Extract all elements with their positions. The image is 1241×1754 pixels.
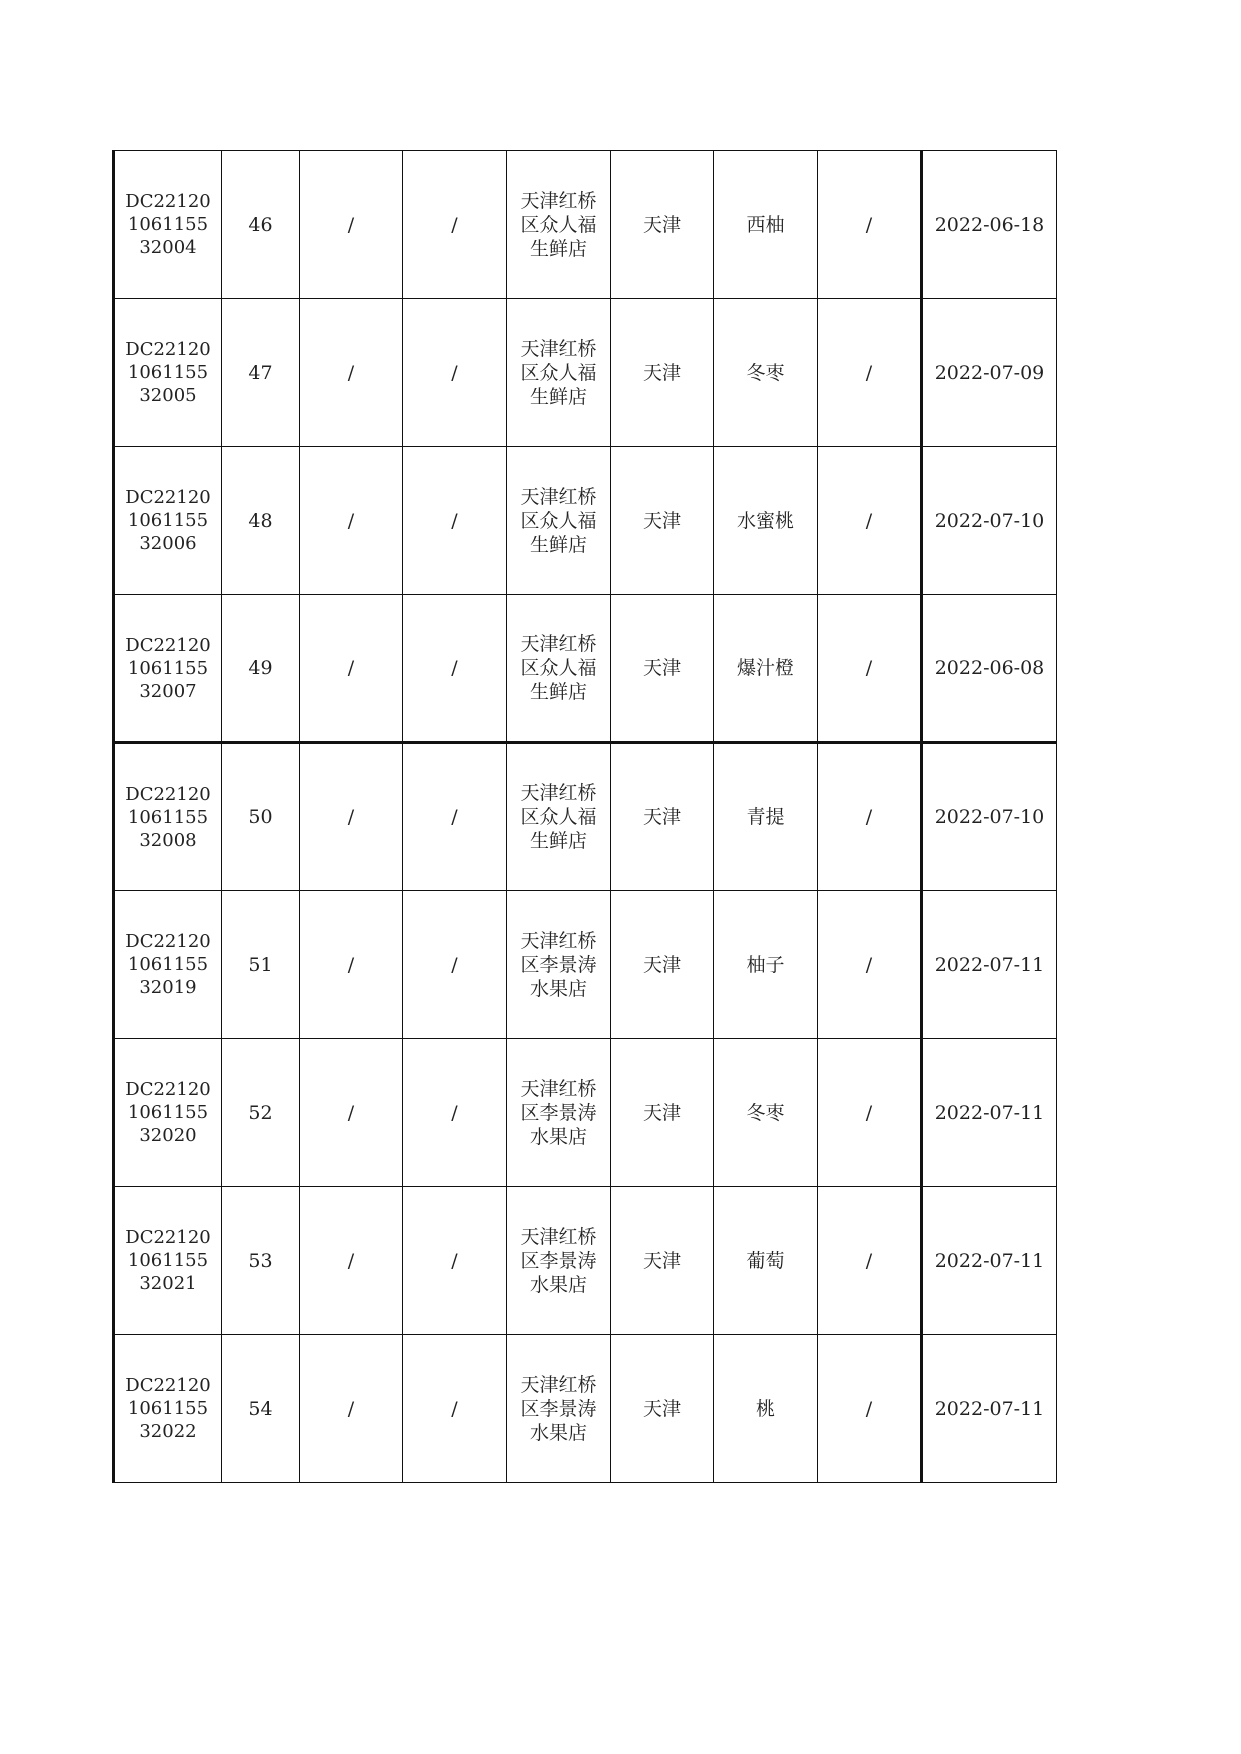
column-4-cell: /: [403, 891, 507, 1039]
column-4-cell: /: [403, 447, 507, 595]
serial-number-cell: 46: [222, 151, 300, 299]
store-name-cell: 天津红桥区李景涛水果店: [507, 891, 611, 1039]
product-name-cell: 冬枣: [714, 299, 818, 447]
region-cell: 天津: [611, 447, 714, 595]
store-name-cell: 天津红桥区李景涛水果店: [507, 1187, 611, 1335]
serial-number-cell: 50: [222, 743, 300, 891]
product-name-cell: 冬枣: [714, 1039, 818, 1187]
serial-number-cell: 48: [222, 447, 300, 595]
column-4-cell: /: [403, 151, 507, 299]
table-row: [114, 151, 1057, 299]
sample-code-cell: DC22120106115532020: [114, 1039, 222, 1187]
serial-number-cell: 47: [222, 299, 300, 447]
date-cell: 2022-07-11: [922, 1039, 1057, 1187]
column-4-cell: /: [403, 1187, 507, 1335]
product-name-cell: 爆汁橙: [714, 595, 818, 743]
table-row: [114, 447, 1057, 595]
region-cell: 天津: [611, 891, 714, 1039]
store-name-cell: 天津红桥区众人福生鲜店: [507, 743, 611, 891]
sample-code-cell: DC22120106115532019: [114, 891, 222, 1039]
column-3-cell: /: [300, 1335, 403, 1483]
date-cell: 2022-07-11: [922, 891, 1057, 1039]
product-name-cell: 青提: [714, 743, 818, 891]
column-8-cell: /: [818, 1187, 922, 1335]
column-8-cell: /: [818, 595, 922, 743]
region-cell: 天津: [611, 1335, 714, 1483]
product-name-cell: 葡萄: [714, 1187, 818, 1335]
region-cell: 天津: [611, 1187, 714, 1335]
product-name-cell: 柚子: [714, 891, 818, 1039]
table-row: [114, 1335, 1057, 1483]
store-name-cell: 天津红桥区李景涛水果店: [507, 1335, 611, 1483]
region-cell: 天津: [611, 151, 714, 299]
column-8-cell: /: [818, 299, 922, 447]
column-4-cell: /: [403, 299, 507, 447]
column-8-cell: /: [818, 1039, 922, 1187]
sample-code-cell: DC22120106115532022: [114, 1335, 222, 1483]
column-8-cell: /: [818, 891, 922, 1039]
sample-code-cell: DC22120106115532008: [114, 743, 222, 891]
column-8-cell: /: [818, 743, 922, 891]
table-row: [114, 299, 1057, 447]
date-cell: 2022-06-18: [922, 151, 1057, 299]
date-cell: 2022-07-11: [922, 1187, 1057, 1335]
column-3-cell: /: [300, 299, 403, 447]
sample-code-cell: DC22120106115532021: [114, 1187, 222, 1335]
date-cell: 2022-07-10: [922, 743, 1057, 891]
column-4-cell: /: [403, 595, 507, 743]
table-body: [114, 151, 1057, 1483]
table-row: [114, 743, 1057, 891]
store-name-cell: 天津红桥区李景涛水果店: [507, 1039, 611, 1187]
serial-number-cell: 54: [222, 1335, 300, 1483]
table-row: [114, 891, 1057, 1039]
table-row: [114, 1039, 1057, 1187]
store-name-cell: 天津红桥区众人福生鲜店: [507, 595, 611, 743]
region-cell: 天津: [611, 743, 714, 891]
region-cell: 天津: [611, 299, 714, 447]
date-cell: 2022-07-10: [922, 447, 1057, 595]
date-cell: 2022-07-09: [922, 299, 1057, 447]
column-3-cell: /: [300, 595, 403, 743]
date-cell: 2022-06-08: [922, 595, 1057, 743]
serial-number-cell: 51: [222, 891, 300, 1039]
product-name-cell: 西柚: [714, 151, 818, 299]
product-name-cell: 桃: [714, 1335, 818, 1483]
serial-number-cell: 52: [222, 1039, 300, 1187]
data-table: [112, 150, 1057, 1483]
serial-number-cell: 49: [222, 595, 300, 743]
sample-code-cell: DC22120106115532006: [114, 447, 222, 595]
table-row: [114, 1187, 1057, 1335]
sample-code-cell: DC22120106115532004: [114, 151, 222, 299]
serial-number-cell: 53: [222, 1187, 300, 1335]
product-name-cell: 水蜜桃: [714, 447, 818, 595]
column-3-cell: /: [300, 151, 403, 299]
store-name-cell: 天津红桥区众人福生鲜店: [507, 299, 611, 447]
column-3-cell: /: [300, 743, 403, 891]
region-cell: 天津: [611, 1039, 714, 1187]
column-8-cell: /: [818, 1335, 922, 1483]
column-8-cell: /: [818, 447, 922, 595]
date-cell: 2022-07-11: [922, 1335, 1057, 1483]
store-name-cell: 天津红桥区众人福生鲜店: [507, 151, 611, 299]
store-name-cell: 天津红桥区众人福生鲜店: [507, 447, 611, 595]
column-3-cell: /: [300, 1039, 403, 1187]
column-3-cell: /: [300, 447, 403, 595]
column-8-cell: /: [818, 151, 922, 299]
column-3-cell: /: [300, 891, 403, 1039]
sample-code-cell: DC22120106115532007: [114, 595, 222, 743]
column-4-cell: /: [403, 1039, 507, 1187]
column-4-cell: /: [403, 743, 507, 891]
table-row: [114, 595, 1057, 743]
column-3-cell: /: [300, 1187, 403, 1335]
sample-code-cell: DC22120106115532005: [114, 299, 222, 447]
region-cell: 天津: [611, 595, 714, 743]
column-4-cell: /: [403, 1335, 507, 1483]
